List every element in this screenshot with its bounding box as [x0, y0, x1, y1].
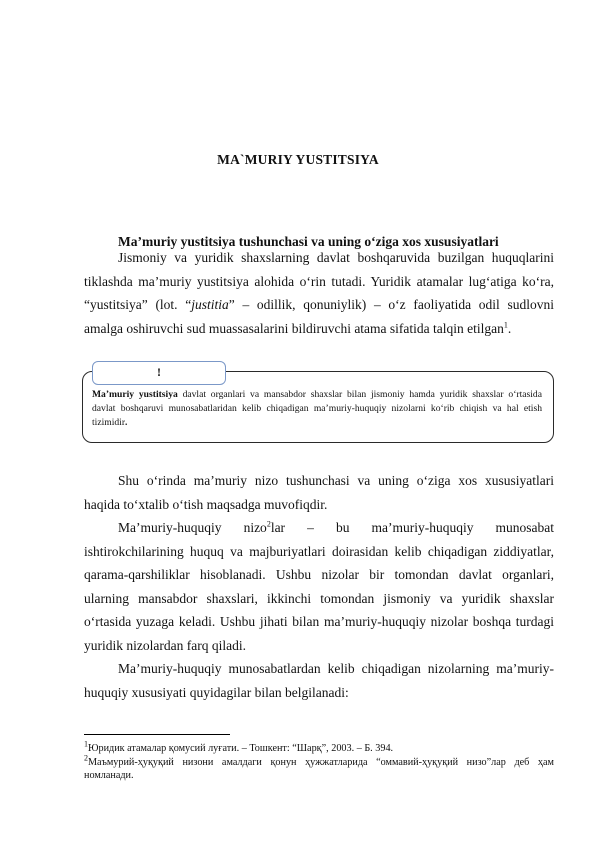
paragraph-features [84, 657, 554, 704]
para3-line3: qarama-qarshiliklar hisoblanadi. Ushbu nizolar bir tomondan davlat organlari, [84, 567, 554, 583]
paragraph-intro [84, 246, 554, 340]
footnote-divider [84, 734, 230, 735]
footnote-2: $^2$Маъмурий-ҳуқуқий низони амалдаги қонун ҳужжатларида “оммавий-ҳуқуқий низо”лар деб ҳам номланади. [84, 753, 554, 781]
callout-line1: Ma’muriy yustitsiya davlat organlari va mansabdor shaxslar bilan jismoniy hamda yuridik shaxslar o‘rtasida [92, 389, 542, 400]
footnote-ref-2: 2 [266, 519, 271, 529]
para3-line1: Ma’muriy-huquqiy nizo$^2$lar – bu ma’muriy-huquqiy munosabat [118, 519, 555, 535]
para2-line1: Shu o‘rinda ma’muriy nizo tushunchasi va uning o‘ziga xos xususiyatlari [118, 473, 554, 488]
para2-line2: haqida to‘xtalib o‘tish maqsadga muvofiqdir. [84, 496, 328, 512]
para4-line1: Ma’muriy-huquqiy munosabatlardan kelib chiqadigan nizolarning ma’muriy- [118, 661, 554, 676]
exclamation-icon: ! [157, 365, 161, 379]
footnote-ref-1: 1 [503, 320, 508, 330]
para3-line4: ularning mansabdor shaxslari, ikkinchi tomondan jismoniy va yuridik shaxslar [84, 590, 554, 606]
para3-line5: o‘rtasida yuzaga keladi. Ushbu jihati bilan ma’muriy-huquqiy nizolar boshqa turdagi [84, 614, 554, 630]
para3-line6: yuridik nizolardan farq qiladi. [84, 637, 246, 653]
para1-line1: Jismoniy va yuridik shaxslarning davlat boshqaruvida buzilgan huquqlarini [118, 250, 554, 265]
paragraph-nizo-intro [84, 469, 554, 516]
footnote-1: $^1$Юридик атамалар қомусий луғати. – Тошкент: “Шарқ”, 2003. – Б. 394. [84, 739, 394, 754]
callout-term: Ma’muriy yustitsiya [92, 389, 178, 400]
para1-line2: tiklashda ma’muriy yustitsiya alohida o‘rin tutadi. Yuridik atamalar lug‘atiga ko‘ra, [84, 273, 554, 289]
callout-line3: tizimidir. [92, 417, 128, 428]
para1-line4: amalga oshiruvchi sud muassasalarini bildiruvchi atama sifatida talqin etilgan$^1$. [84, 320, 512, 336]
section-heading: Ma’muriy yustitsiya tushunchasi va uning o‘ziga xos xususiyatlari [118, 234, 499, 249]
para4-line2: huquqiy xususiyati quyidagilar bilan belgilanadi: [84, 684, 349, 700]
callout-line2: davlat boshqaruvi munosabatlaridan kelib chiqadigan ma’muriy-huquqiy nizolarni ko‘rib chiqish va hal etish [92, 403, 542, 414]
callout-text [92, 388, 542, 430]
paragraph-nizo-definition [84, 516, 554, 658]
para3-line2: ishtirokchilarining huquq va majburiyatlari doirasidan kelib chiqadigan ziddiyatlar, [84, 543, 554, 559]
para1-line3: “yustitsiya” (lot. “justitia” – odillik, qonuniylik) – o‘z faoliyatida odil sudlovni [84, 297, 554, 313]
page-title: MA`MURIY YUSTITSIYA [217, 152, 379, 167]
callout-tab [92, 361, 226, 385]
